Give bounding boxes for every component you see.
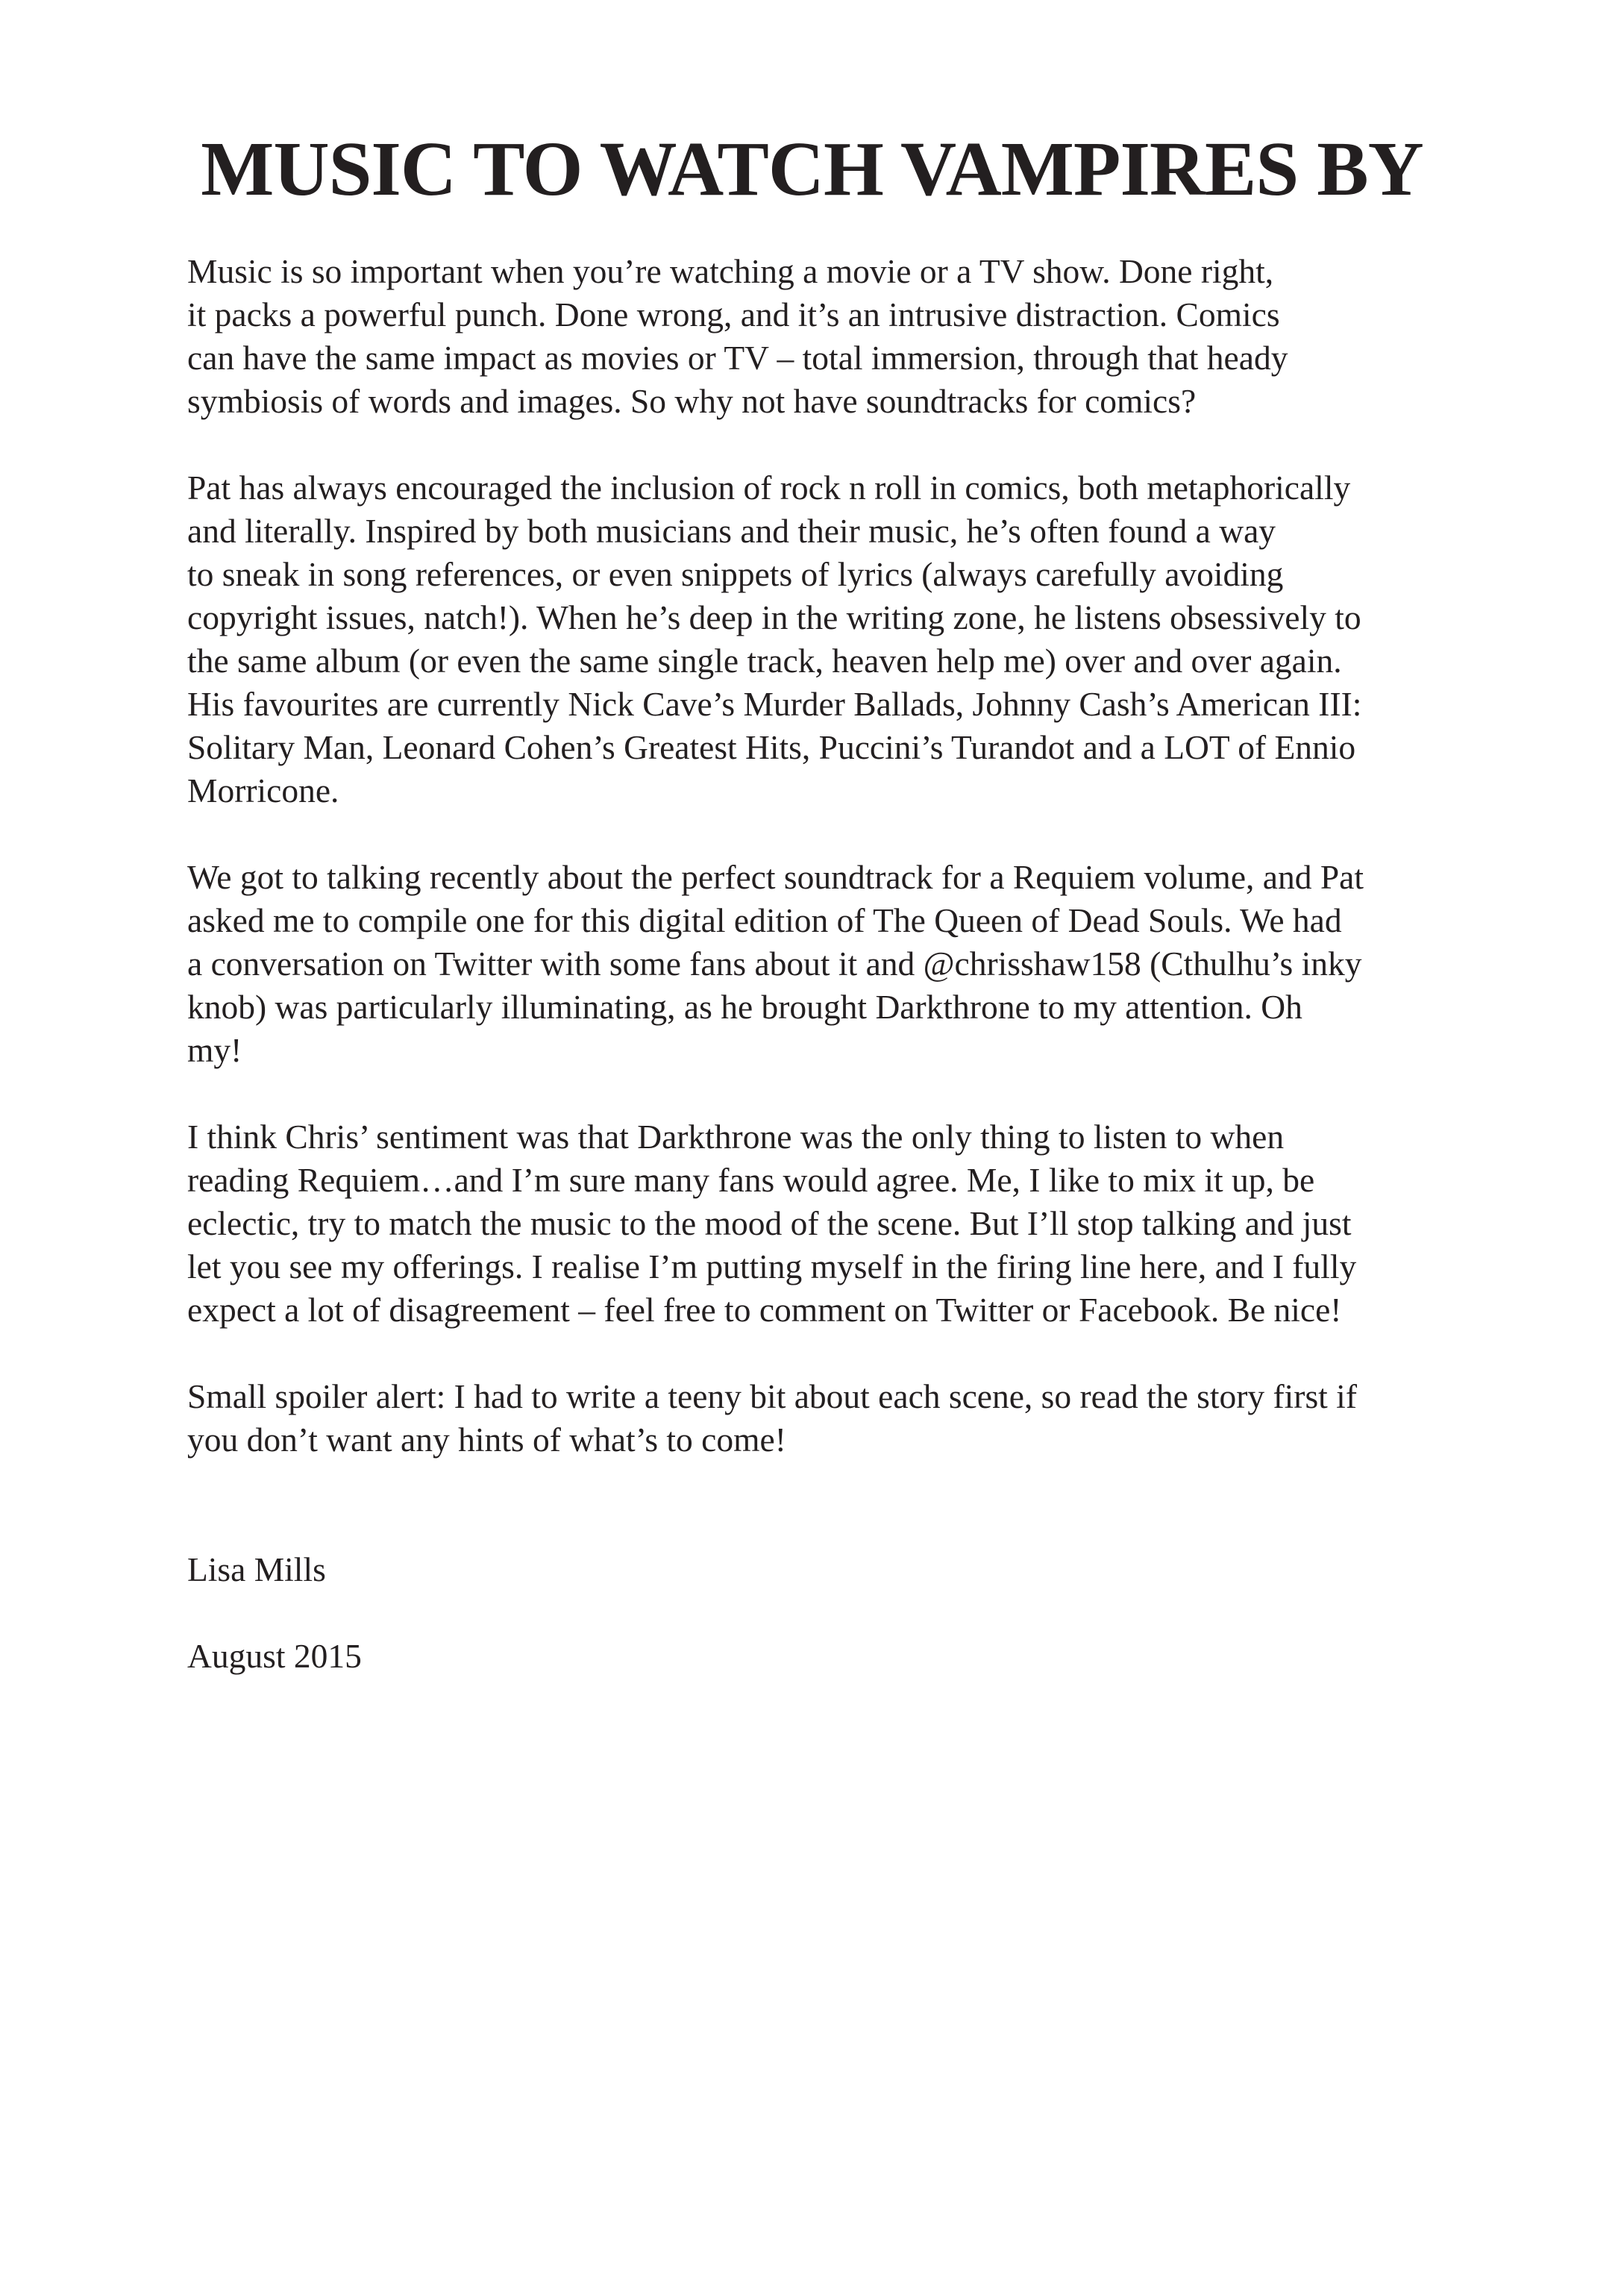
- text-line: Pat has always encouraged the inclusion of rock n roll in comics, both metaphorically: [187, 469, 1351, 507]
- paragraph-spacer: [187, 1591, 1470, 1635]
- text-line: I think Chris’ sentiment was that Darkthrone was the only thing to listen to when: [187, 1118, 1285, 1156]
- paragraph-spacer: [187, 1332, 1470, 1375]
- text-line: copyright issues, natch!). When he’s deep in the writing zone, he listens obsessively to: [187, 598, 1361, 636]
- text-line: Morricone.: [187, 771, 339, 809]
- text-line: eclectic, try to match the music to the mood of the scene. But I’ll stop talking and just: [187, 1204, 1352, 1242]
- paragraph-spacer: [187, 1072, 1470, 1115]
- paragraph-spacer: [187, 1462, 1470, 1548]
- text-line: my!: [187, 1031, 242, 1069]
- article-body: [187, 250, 1470, 1678]
- paragraph-spacer: [187, 423, 1470, 466]
- paragraph-pat-music: [187, 466, 1470, 812]
- paragraph-spacer: [187, 812, 1470, 856]
- text-line: it packs a powerful punch. Done wrong, and it’s an intrusive distraction. Comics: [187, 295, 1280, 333]
- text-line: asked me to compile one for this digital edition of The Queen of Dead Souls. We had: [187, 901, 1342, 939]
- text-line: His favourites are currently Nick Cave’s Murder Ballads, Johnny Cash’s American III:: [187, 685, 1362, 723]
- text-line: can have the same impact as movies or TV – total immersion, through that heady: [187, 339, 1288, 377]
- page-title: MUSIC TO WATCH VAMPIRES BY: [201, 126, 1423, 212]
- author-name: Lisa Mills: [187, 1550, 326, 1588]
- text-line: Music is so important when you’re watching a movie or a TV show. Done right,: [187, 252, 1274, 290]
- text-line: We got to talking recently about the perfect soundtrack for a Requiem volume, and Pat: [187, 858, 1364, 896]
- text-line: expect a lot of disagreement – feel free to comment on Twitter or Facebook. Be nice!: [187, 1291, 1342, 1329]
- text-line: knob) was particularly illuminating, as he brought Darkthrone to my attention. Oh: [187, 988, 1302, 1026]
- text-line: you don’t want any hints of what’s to come!: [187, 1421, 786, 1459]
- text-line: to sneak in song references, or even snippets of lyrics (always carefully avoiding: [187, 555, 1284, 593]
- paragraph-intro: [187, 250, 1470, 423]
- text-line: the same album (or even the same single track, heaven help me) over and over again.: [187, 642, 1342, 680]
- paragraph-spoiler: [187, 1375, 1470, 1462]
- text-line: a conversation on Twitter with some fans about it and @chrisshaw158 (Cthulhu’s inky: [187, 945, 1362, 983]
- signature-author: [187, 1548, 1470, 1591]
- paragraph-darkthrone: [187, 1115, 1470, 1332]
- text-line: Small spoiler alert: I had to write a teeny bit about each scene, so read the story first if: [187, 1377, 1357, 1415]
- text-line: and literally. Inspired by both musicians and their music, he’s often found a way: [187, 512, 1276, 550]
- text-line: symbiosis of words and images. So why not have soundtracks for comics?: [187, 382, 1197, 420]
- paragraph-soundtrack: [187, 856, 1470, 1072]
- text-line: reading Requiem…and I’m sure many fans would agree. Me, I like to mix it up, be: [187, 1161, 1315, 1199]
- signature-date: [187, 1635, 1470, 1678]
- text-line: Solitary Man, Leonard Cohen’s Greatest Hits, Puccini’s Turandot and a LOT of Ennio: [187, 728, 1356, 766]
- date-line: August 2015: [187, 1637, 362, 1675]
- text-line: let you see my offerings. I realise I’m putting myself in the firing line here, and I fully: [187, 1247, 1357, 1285]
